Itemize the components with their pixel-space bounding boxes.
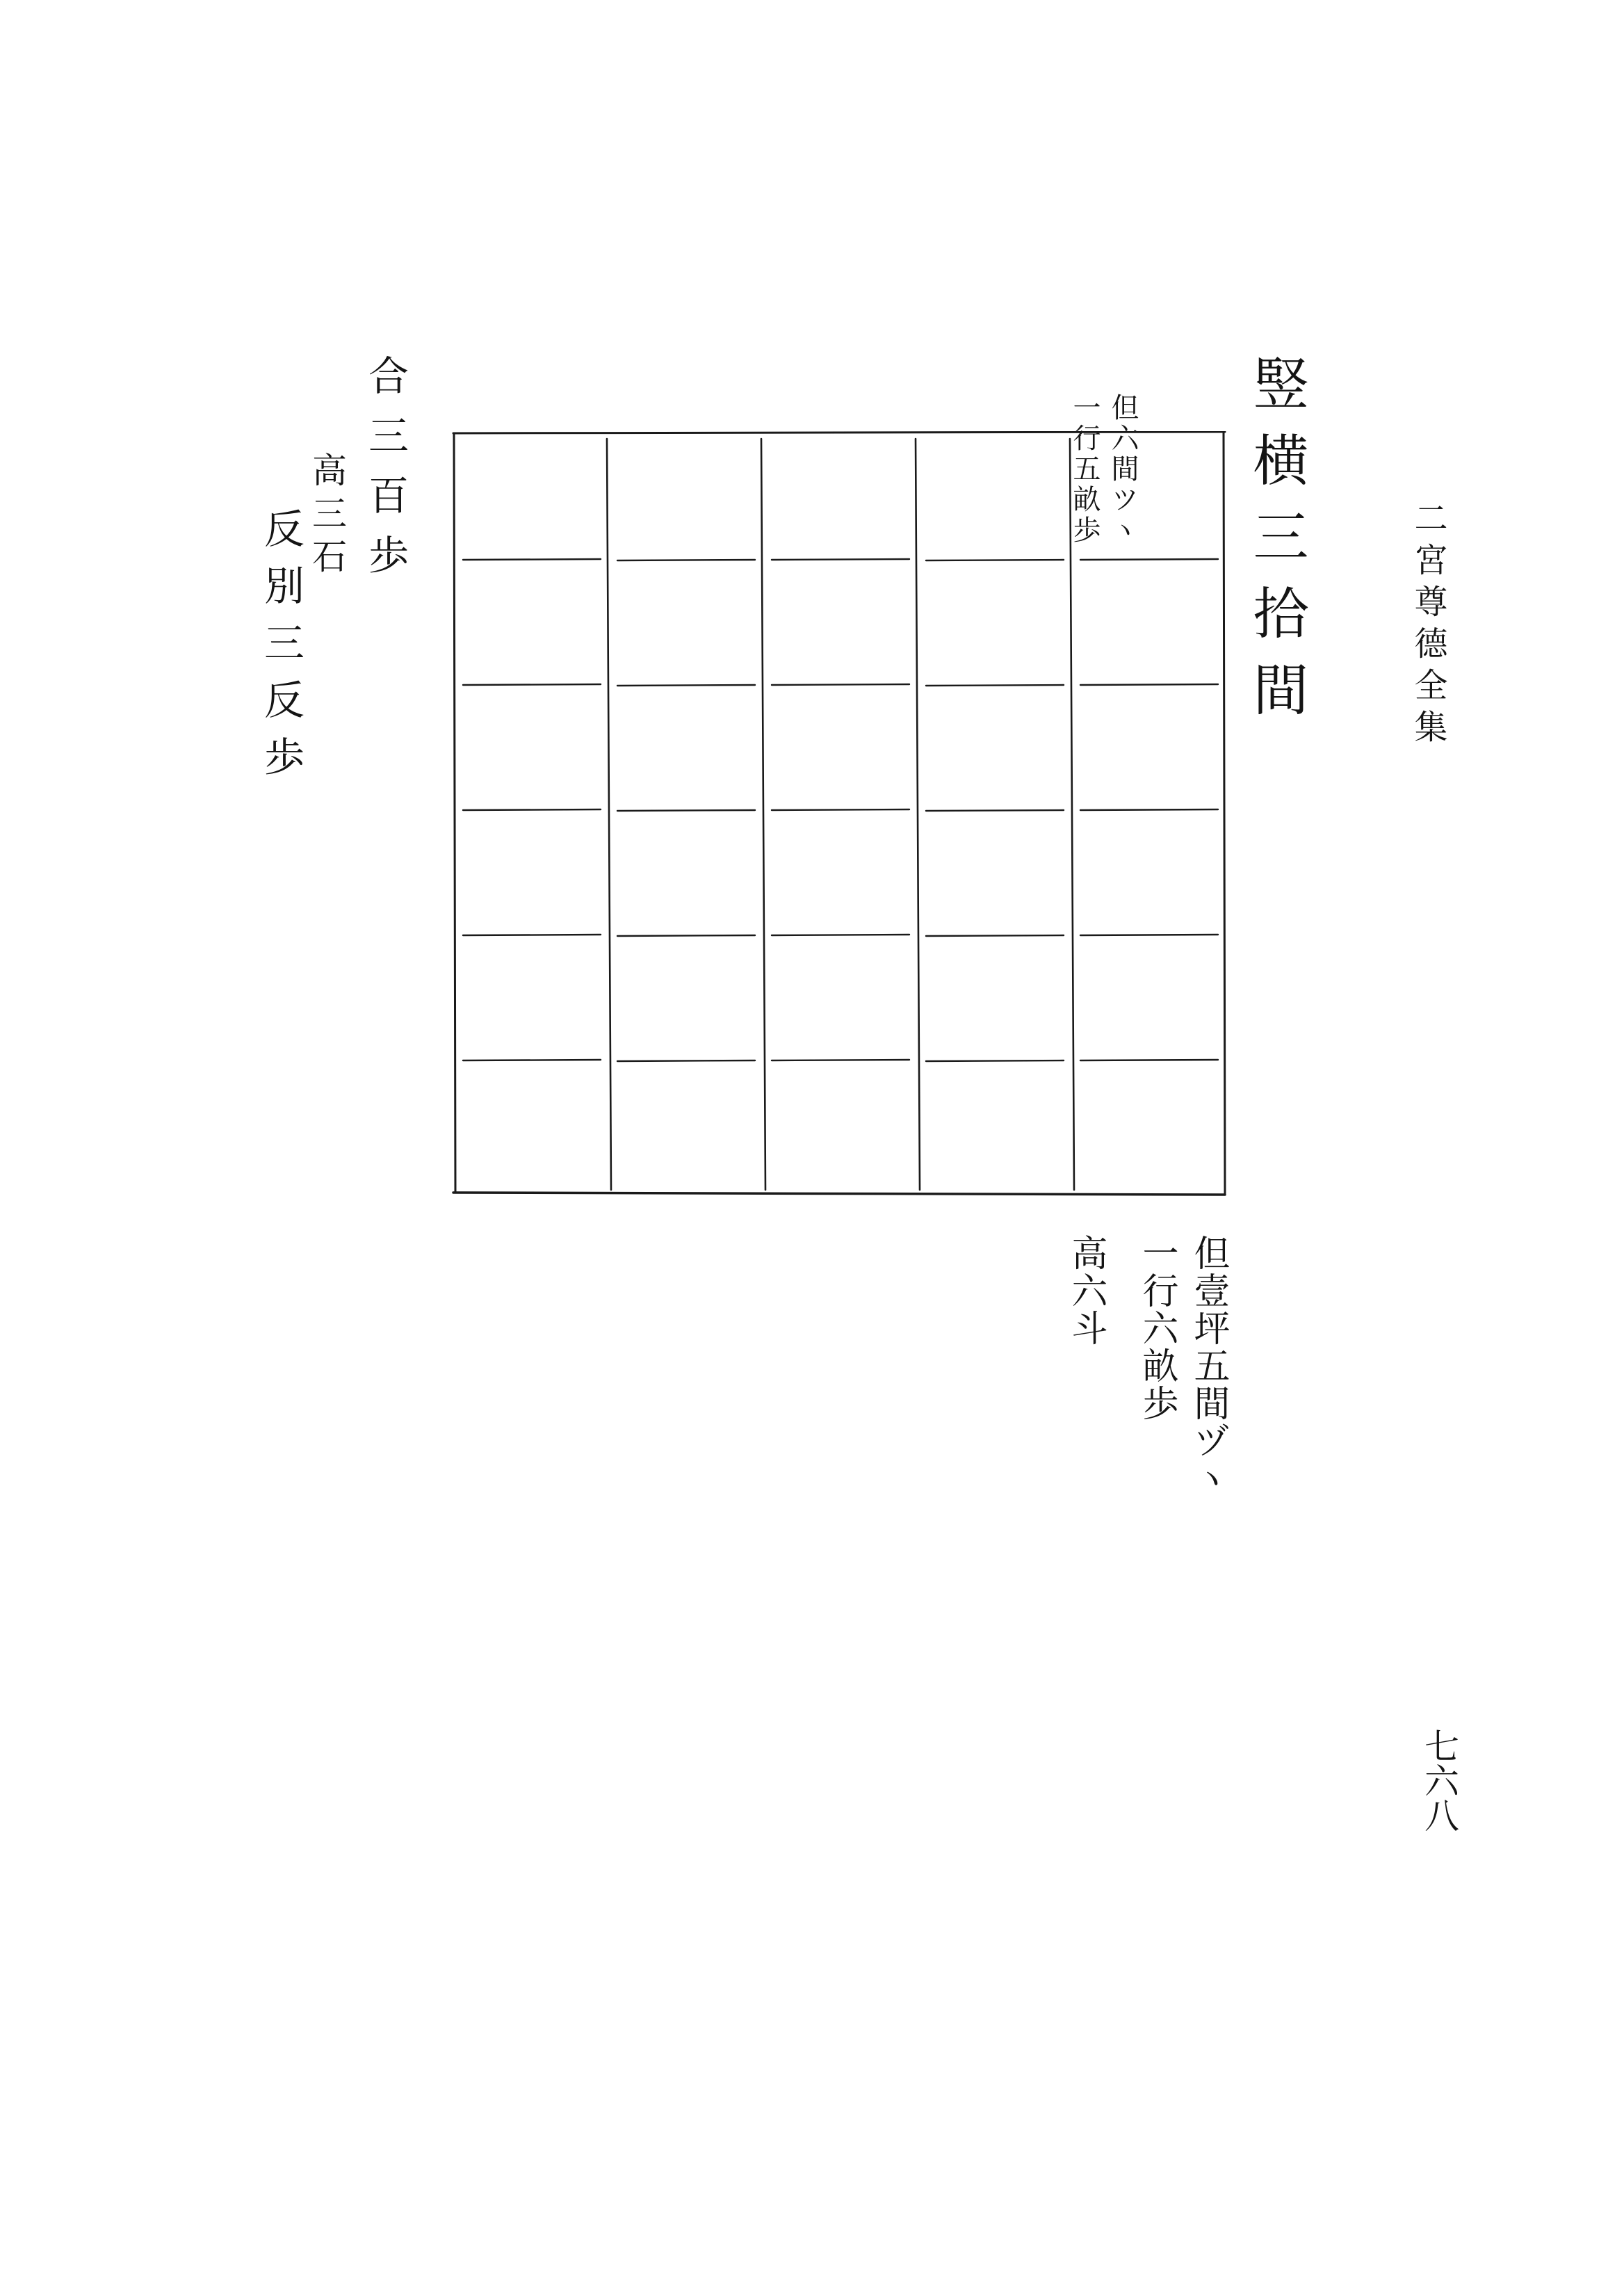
grid-right-border — [1224, 432, 1225, 1195]
grid-top-border — [453, 432, 1225, 433]
book-title: 二宮尊德全集 — [1408, 501, 1447, 751]
grid-column-line — [916, 439, 920, 1190]
bottom-note-line: 高六斗 — [1065, 1234, 1107, 1347]
grid-row-line — [772, 559, 909, 560]
grid-row-line — [463, 559, 601, 560]
grid-column-line — [1070, 439, 1074, 1190]
area-label: 反別三反歩 — [257, 508, 304, 793]
page-number: 七六八 — [1419, 1728, 1459, 1832]
grid-column-line — [607, 439, 611, 1190]
grid-row-line — [926, 685, 1064, 686]
bottom-note-line: 一行六畝歩 — [1136, 1234, 1178, 1422]
grid-row-line — [1080, 684, 1218, 685]
grid-row-line — [463, 684, 601, 685]
grid-row-line — [926, 810, 1064, 811]
grid-row-line — [772, 684, 909, 685]
field-grid — [452, 431, 1227, 1200]
grid-column-lines — [607, 439, 1074, 1190]
grid-row-line — [926, 1060, 1064, 1061]
top-note-line: 一行五畝歩 — [1069, 393, 1101, 546]
grid-row-line — [1080, 809, 1218, 810]
grid-row-line — [463, 809, 601, 810]
grid-row-line — [617, 935, 755, 936]
grid-row-line — [1080, 559, 1218, 560]
grid-row-line — [617, 1060, 755, 1061]
grid-row-lines — [463, 559, 1218, 1061]
grid-bottom-border — [453, 1193, 1225, 1195]
grid-frame — [453, 432, 1225, 1195]
grid-left-border — [454, 433, 455, 1193]
yield-label: 高三石 — [307, 452, 347, 581]
bottom-note-line: 但壹坪五間ヅヽ — [1187, 1234, 1229, 1497]
grid-row-line — [926, 935, 1064, 936]
grid-row-line — [772, 809, 909, 810]
grid-row-line — [617, 810, 755, 811]
total-label: 合三百歩 — [362, 355, 409, 594]
grid-row-line — [617, 685, 755, 686]
diagram-heading: 竪横三拾間 — [1244, 355, 1308, 737]
grid-column-line — [761, 439, 765, 1190]
top-note-line: 但六間ツヽ — [1107, 393, 1139, 546]
